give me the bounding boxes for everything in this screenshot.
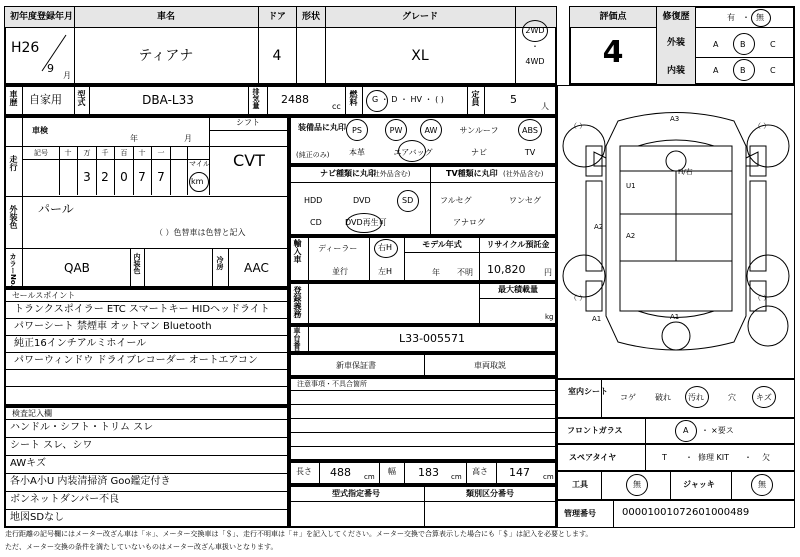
exterior-label: 外装 xyxy=(666,38,686,48)
damage-u1: U1 xyxy=(626,182,636,190)
door-label: ドア xyxy=(268,12,286,22)
interior-label: 内装 xyxy=(666,66,686,76)
windshield-dot: ・ xyxy=(701,426,709,435)
width-unit: cm xyxy=(451,473,462,481)
width-value: 183 xyxy=(418,466,439,479)
height-unit: cm xyxy=(543,473,554,481)
mileage-label: 走行 xyxy=(9,155,18,171)
ext-grade-c: C xyxy=(770,40,776,49)
windshield-label: フロントガラス xyxy=(567,426,623,435)
sales-point-line: パワーウィンドウ ドライブレコーダー オートエアコン xyxy=(14,355,258,366)
repair-no: 無 xyxy=(756,13,764,22)
doors: 4 xyxy=(272,48,282,64)
unit-man: 万 xyxy=(83,149,91,157)
shift: CVT xyxy=(233,151,265,170)
height-value: 147 xyxy=(509,466,530,479)
drive-4wd: 4WD xyxy=(525,57,545,66)
equip-ps: PS xyxy=(352,126,362,135)
equip-pw: PW xyxy=(389,126,403,135)
max-load-kg: kg xyxy=(545,313,554,321)
damage-a2-left: A2 xyxy=(594,223,604,231)
colorno-label: カラーNo. xyxy=(9,253,17,288)
mileage-digit: 7 xyxy=(157,170,165,184)
cc-unit: cc xyxy=(332,102,341,111)
new-car-warranty: 新車保証書 xyxy=(336,361,376,370)
month-unit: 月 xyxy=(63,71,71,80)
sales-points-label: セールスポイント xyxy=(12,291,76,300)
footer-line2: ただ、メーター交換の条件を満たしていないものはメーター改ざん車扱いとなります。 xyxy=(5,543,278,551)
ac-label: 冷房 xyxy=(216,256,224,270)
drive-dot: ・ xyxy=(531,42,539,51)
sales-point-line: 純正16インチアルミホイール xyxy=(14,338,147,349)
usage-label: 車歴 xyxy=(9,90,18,106)
ac-value: AAC xyxy=(244,261,269,275)
navi-dvd-play: DVD再生可 xyxy=(345,218,387,227)
unit-hyaku: 百 xyxy=(120,149,128,157)
seat-scratch: キズ xyxy=(756,393,772,402)
car-diagram xyxy=(558,86,794,378)
ext-grade-b: B xyxy=(740,40,746,49)
jack-value: 無 xyxy=(758,480,766,489)
damage-a1-left: A1 xyxy=(592,315,602,323)
capacity-unit: 人 xyxy=(541,102,549,111)
sales-point-line: トランクスポイラー ETC スマートキー HIDヘッドライト xyxy=(14,304,270,315)
max-load-label: 最大積載量 xyxy=(498,285,538,294)
repair-yes: 有 xyxy=(727,13,735,22)
grade: XL xyxy=(411,48,429,64)
first-reg-month: 9 xyxy=(47,62,54,75)
mgmt-value: 00001001072601000489 xyxy=(622,507,750,518)
fuel-options: G ・ D ・ HV ・ ( ) xyxy=(372,95,444,104)
seat-hole: 穴 xyxy=(728,393,736,402)
equipment-sub-label: (純正のみ) xyxy=(296,151,330,159)
tv-fullseg: フルセグ xyxy=(440,196,472,205)
model-label: 型式 xyxy=(77,90,86,106)
unit-ju: 十 xyxy=(138,149,146,157)
tv-oneseg: ワンセグ xyxy=(509,196,541,205)
fuel-label: 燃料 xyxy=(349,90,358,106)
chassis-value: L33-005571 xyxy=(398,332,466,345)
bracket: （ ） xyxy=(570,122,587,130)
bracket: （ ） xyxy=(570,294,587,302)
jack-label: ジャッキ xyxy=(683,480,715,489)
length-label: 長さ xyxy=(296,467,312,476)
shape-label: 形状 xyxy=(301,12,321,22)
windshield-a: A xyxy=(683,426,689,435)
navi-cd: CD xyxy=(310,218,322,227)
int-grade-b: B xyxy=(740,66,746,75)
spare-dot1: ・ xyxy=(685,453,693,462)
seat-label: 室内シート xyxy=(568,387,608,396)
spare-missing: 欠 xyxy=(762,453,770,462)
class-number-label: 類別区分番号 xyxy=(466,489,514,498)
seat-tear: 破れ xyxy=(655,393,671,402)
mileage-digit: 0 xyxy=(120,170,128,184)
color-label: 外装色 xyxy=(9,205,18,229)
score-label: 評価点 xyxy=(599,12,627,22)
equip-navi: ナビ xyxy=(471,148,487,157)
inspection-label: 車検 xyxy=(32,126,48,135)
ext-grade-a: A xyxy=(713,40,719,49)
inspector-line: ハンドル・シフト・トリム スレ xyxy=(10,422,154,433)
sales-point-line: パワーシート 禁煙車 オットマン Bluetooth xyxy=(14,321,212,332)
bracket: （ ） xyxy=(754,122,771,130)
length-value: 488 xyxy=(330,466,351,479)
windshield-replace: ×要ス xyxy=(711,426,734,435)
color-value: パール xyxy=(38,202,74,216)
equip-leather: 本革 xyxy=(349,148,365,157)
import-parallel: 並行 xyxy=(332,267,348,276)
spare-label: スペアタイヤ xyxy=(569,453,617,462)
int-grade-a: A xyxy=(713,66,719,75)
notes-label: 注意事項・不具合箇所 xyxy=(297,380,367,388)
car-name: ティアナ xyxy=(138,48,194,64)
shift-label: シフト xyxy=(236,118,260,127)
inspection-month: 月 xyxy=(184,134,192,143)
record-label: 記号 xyxy=(34,149,48,157)
recycle-label: リサイクル預託金 xyxy=(486,240,550,249)
score-value: 4 xyxy=(602,35,624,70)
warranty-box xyxy=(289,353,557,377)
grade-label: グレード xyxy=(401,12,439,22)
import-left: 左H xyxy=(378,267,393,276)
unit-km: km xyxy=(191,177,204,186)
inspector-line: AWキズ xyxy=(10,458,46,469)
slash-divider xyxy=(40,33,68,73)
unit-ichi: 一 xyxy=(157,149,165,157)
bracket: （ ） xyxy=(754,294,771,302)
tv-genuine: (社外品含む) xyxy=(503,170,544,178)
import-label: 輸入車 xyxy=(293,239,302,263)
type-designation-box xyxy=(289,485,557,528)
unit-mile: マイル xyxy=(189,160,210,168)
inspector-line: ボンネットダンパー不良 xyxy=(10,494,120,505)
damage-a2-door: A2 xyxy=(626,232,636,240)
tools-value: 無 xyxy=(633,480,641,489)
inspector-line: 各小A小U 内装清掃済 Goo鑑定付き xyxy=(10,476,171,487)
recycle-value: 10,820 xyxy=(487,263,526,276)
color-note: （ ）色替車は色替と記入 xyxy=(155,228,246,237)
navi-label: ナビ種類に丸印 xyxy=(320,169,376,178)
usage: 自家用 xyxy=(29,93,62,106)
repair-dot: ・ xyxy=(742,13,750,22)
damage-a1-rear: A1 xyxy=(670,313,680,321)
chassis-label: 車台番号 xyxy=(293,327,301,355)
seat-burn: コゲ xyxy=(620,393,636,402)
navi-hdd: HDD xyxy=(304,196,323,205)
model-year-unknown: 不明 xyxy=(457,268,473,277)
inspector-label: 検査記入欄 xyxy=(12,409,52,418)
vehicle-manual: 車両取説 xyxy=(474,361,506,370)
unit-sen: 千 xyxy=(101,149,109,157)
navi-genuine: (社外品含む) xyxy=(370,170,411,178)
repair-label: 修復歴 xyxy=(662,12,690,22)
displacement: 2488 xyxy=(281,93,309,106)
footer-line1: 走行距離の記号欄にはメーター改ざん車は「＊」、メーター交換車は「＄」、走行不明車は「＃」を記入してください。メーター交換で合算表示した場合にも「＄」は記入を必要とします。 xyxy=(5,530,593,538)
equip-sunroof: サンルーフ xyxy=(459,126,499,135)
height-label: 高さ xyxy=(472,467,488,476)
tv-label: TV種類に丸印 xyxy=(446,169,498,178)
seat-stain: 汚れ xyxy=(688,393,704,402)
tools-label: 工具 xyxy=(572,480,588,489)
navi-dvd: DVD xyxy=(353,196,371,205)
spare-t: T xyxy=(662,453,667,462)
spare-kit: 修理 KIT xyxy=(698,453,730,462)
capacity-label: 定員 xyxy=(471,90,480,106)
mileage-digit: 3 xyxy=(83,170,91,184)
first-reg-label: 初年度登録年月 xyxy=(10,12,74,22)
model-year-year: 年 xyxy=(432,268,440,277)
import-right: 右H xyxy=(378,243,393,252)
registration-label: 登録義務 xyxy=(293,286,302,318)
capacity: 5 xyxy=(510,93,517,106)
equip-tv: TV xyxy=(524,148,536,157)
inspection-year: 年 xyxy=(130,134,138,143)
type-designation-label: 型式指定番号 xyxy=(332,489,380,498)
damage-h-right: H/右 xyxy=(678,168,693,176)
drive-2wd: 2WD xyxy=(525,26,545,35)
equip-aw: AW xyxy=(424,126,438,135)
width-label: 幅 xyxy=(388,467,396,476)
tv-analog: アナログ xyxy=(453,218,485,227)
first-reg-year: H26 xyxy=(11,40,40,56)
mileage-digit: 7 xyxy=(138,170,146,184)
damage-a3: A3 xyxy=(670,115,680,123)
mileage-digit: 2 xyxy=(101,170,109,184)
inspector-line: 地図SDなし xyxy=(10,512,65,523)
int-grade-c: C xyxy=(770,66,776,75)
length-unit: cm xyxy=(364,473,375,481)
model: DBA-L33 xyxy=(142,93,194,107)
import-dealer: ディーラー xyxy=(318,244,358,253)
colorno-value: QAB xyxy=(64,261,90,275)
spare-dot2: ・ xyxy=(744,453,752,462)
equipment-label: 装備品に丸印 xyxy=(298,123,346,132)
model-year-label: モデル年式 xyxy=(422,240,462,249)
displacement-label: 排気量 xyxy=(252,88,260,109)
recycle-unit: 円 xyxy=(544,268,552,277)
interior-color-label: 内装色 xyxy=(133,253,141,274)
car-name-label: 車名 xyxy=(156,12,176,22)
equip-airbag: エアバッグ xyxy=(393,148,433,157)
unit-ten-man: 十 xyxy=(64,149,72,157)
mgmt-label: 管理番号 xyxy=(564,509,596,518)
inspector-line: シート スレ、シワ xyxy=(10,440,93,451)
equip-abs: ABS xyxy=(522,126,538,135)
navi-sd: SD xyxy=(402,196,414,205)
